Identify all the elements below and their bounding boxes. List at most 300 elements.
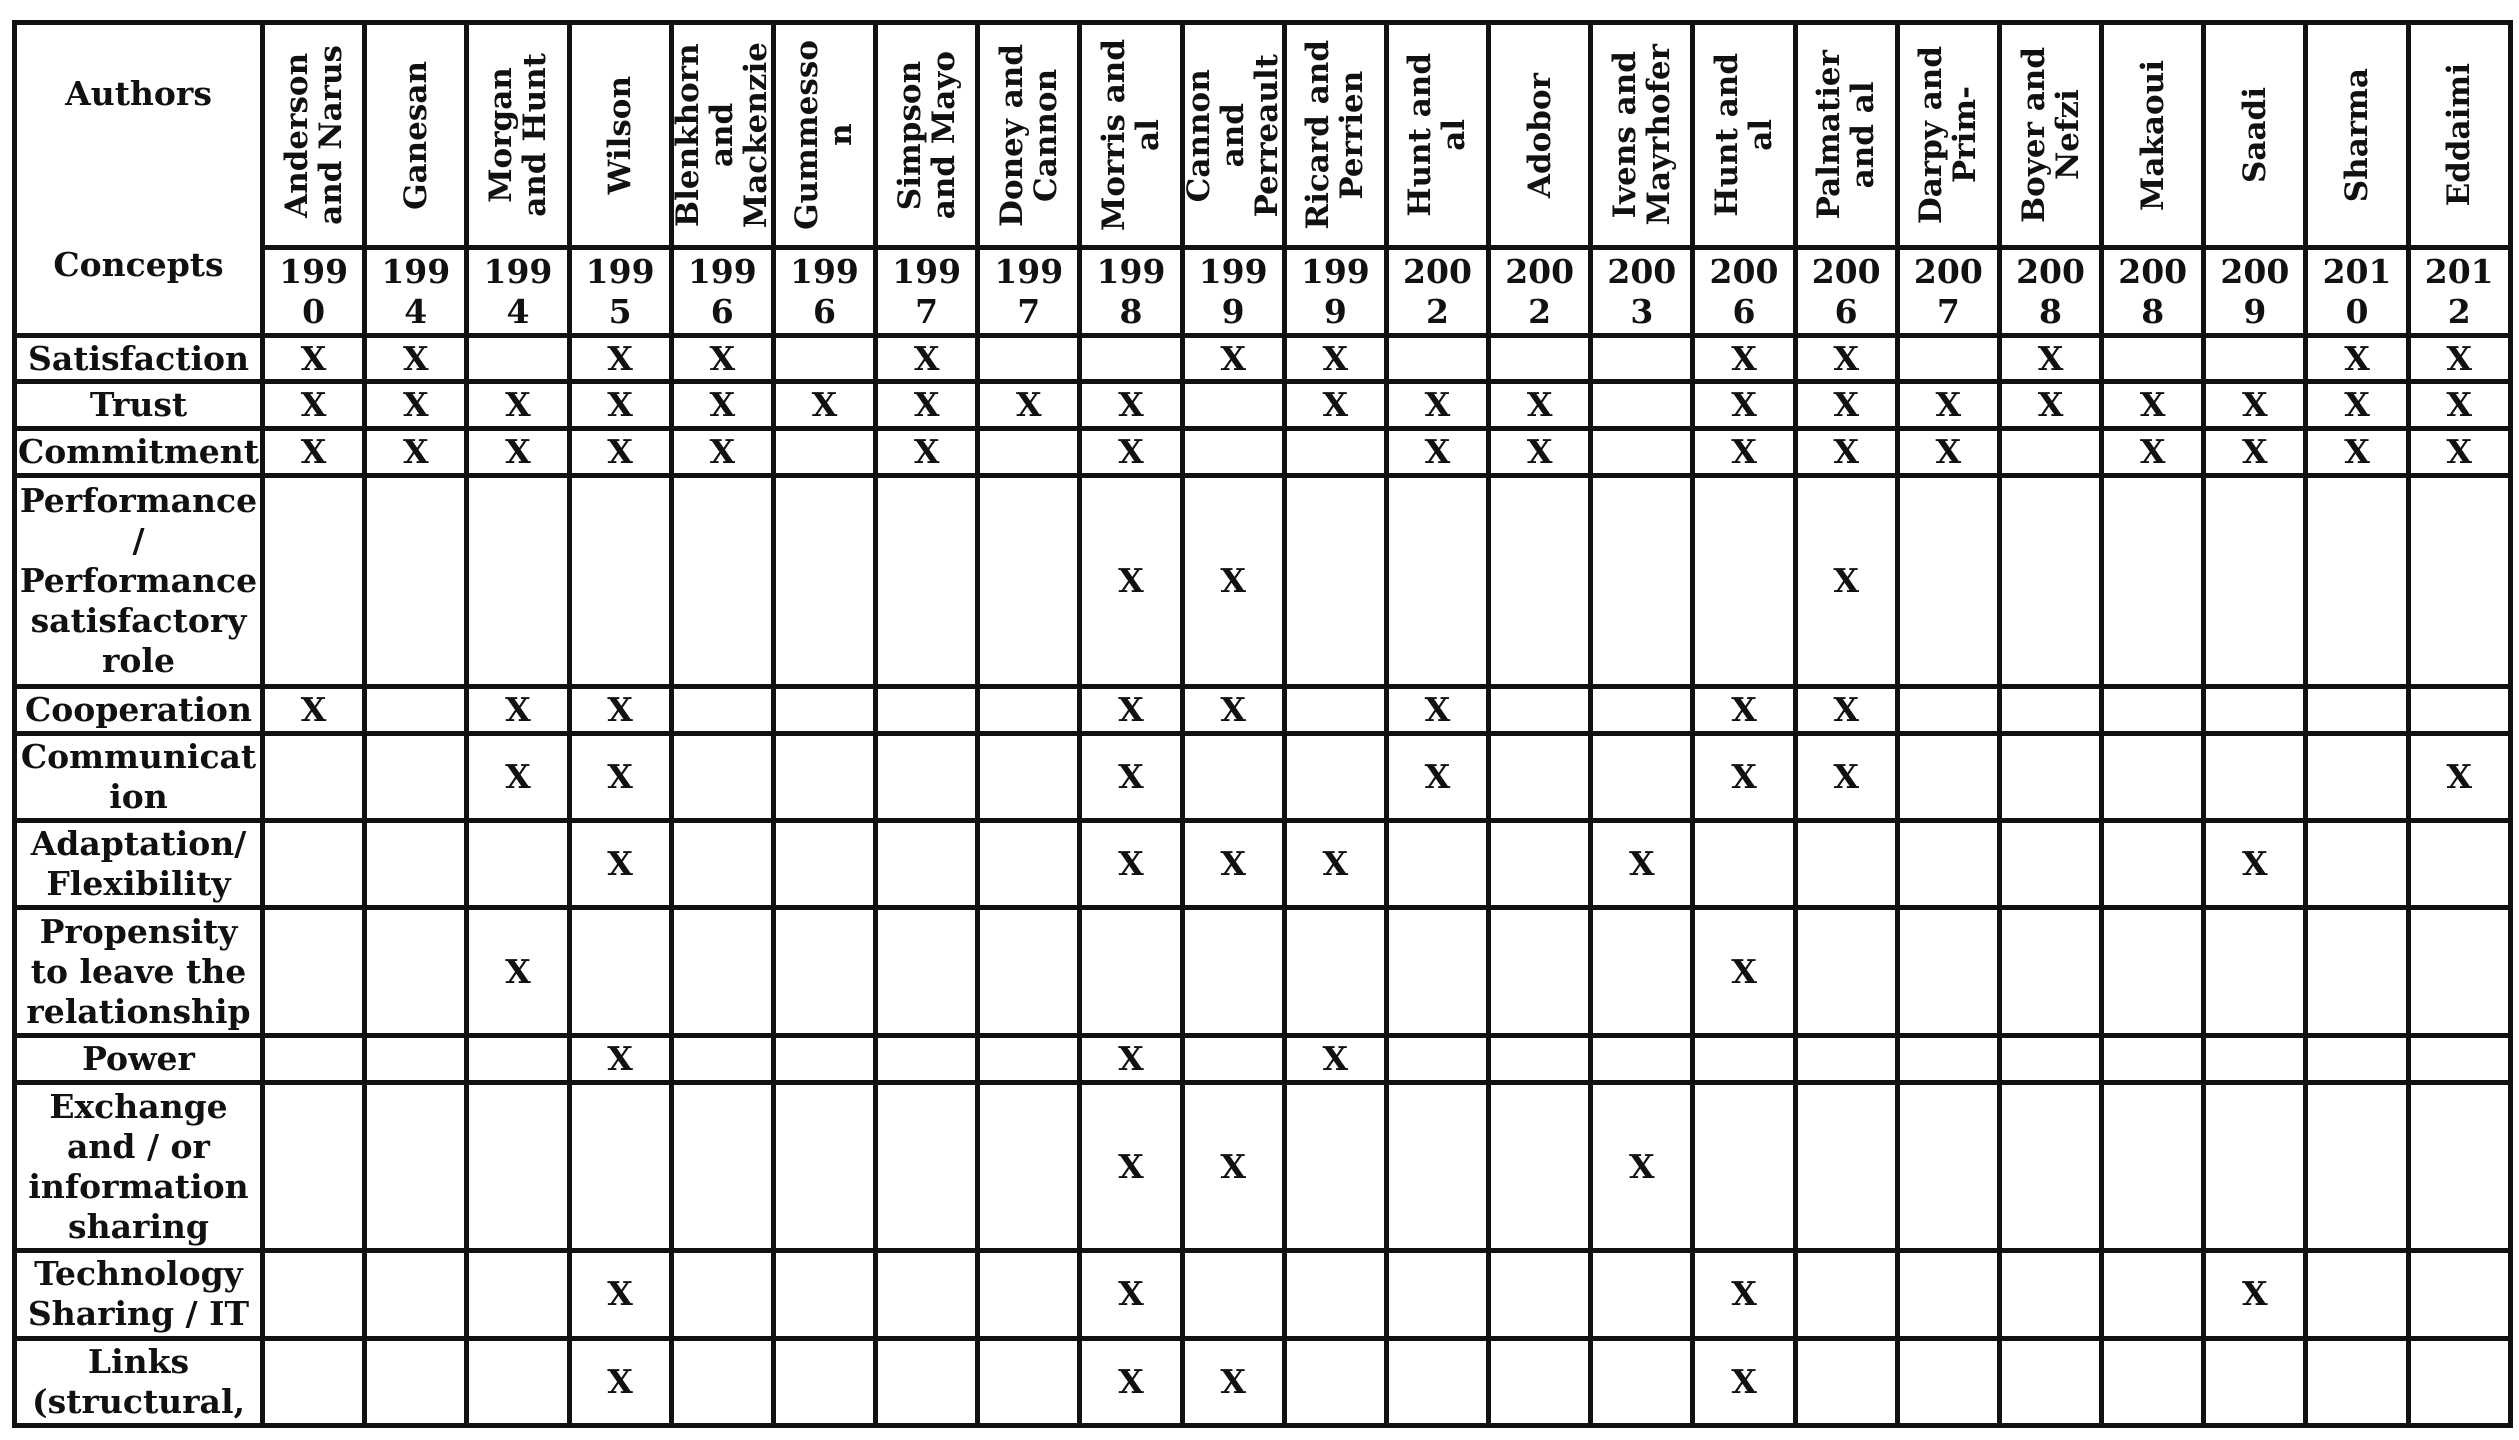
author-header-cell	[1999, 23, 2101, 248]
x-mark-cell: X	[1591, 820, 1693, 907]
empty-cell	[1386, 475, 1488, 686]
empty-cell	[467, 475, 569, 686]
empty-cell	[671, 1251, 773, 1338]
author-header-cell	[365, 23, 467, 248]
x-mark-cell: X	[1693, 382, 1795, 429]
empty-cell	[1693, 820, 1795, 907]
x-mark-cell: X	[569, 686, 671, 733]
empty-cell	[876, 1082, 978, 1251]
empty-cell	[1999, 1082, 2101, 1251]
empty-cell	[1182, 382, 1284, 429]
x-mark-cell: X	[263, 686, 365, 733]
empty-cell	[1284, 1082, 1386, 1251]
empty-cell	[467, 1082, 569, 1251]
year-header-cell: 200 2	[1489, 248, 1591, 335]
empty-cell	[1284, 429, 1386, 476]
concept-label: Technology Sharing / IT	[15, 1251, 263, 1338]
empty-cell	[1897, 335, 1999, 382]
author-header-cell	[467, 23, 569, 248]
x-mark-cell: X	[1080, 429, 1182, 476]
author-name: Makaoui	[2134, 59, 2171, 211]
x-mark-cell: X	[1693, 908, 1795, 1036]
x-mark-cell: X	[1693, 733, 1795, 820]
x-mark-cell: X	[876, 335, 978, 382]
empty-cell	[1386, 1082, 1488, 1251]
author-name: Anderson and Narus	[278, 45, 349, 226]
concept-label: Satisfaction	[15, 335, 263, 382]
x-mark-cell: X	[1080, 733, 1182, 820]
empty-cell	[569, 908, 671, 1036]
x-mark-cell: X	[1080, 1036, 1182, 1083]
x-mark-cell: X	[569, 1036, 671, 1083]
empty-cell	[2306, 1036, 2408, 1083]
x-mark-cell: X	[1693, 1338, 1795, 1425]
empty-cell	[773, 686, 875, 733]
x-mark-cell: X	[1693, 335, 1795, 382]
empty-cell	[1284, 475, 1386, 686]
empty-cell	[1897, 1082, 1999, 1251]
year-header-cell: 199 6	[671, 248, 773, 335]
author-header-cell	[1897, 23, 1999, 248]
empty-cell	[2102, 733, 2204, 820]
empty-cell	[1999, 1251, 2101, 1338]
x-mark-cell: X	[1386, 429, 1488, 476]
empty-cell	[263, 1251, 365, 1338]
empty-cell	[1999, 686, 2101, 733]
empty-cell	[365, 686, 467, 733]
author-name: Ricard and Perrien	[1300, 40, 1371, 230]
author-header-cell	[1795, 23, 1897, 248]
empty-cell	[1386, 820, 1488, 907]
empty-cell	[1080, 335, 1182, 382]
x-mark-cell: X	[1489, 382, 1591, 429]
empty-cell	[2306, 908, 2408, 1036]
x-mark-cell: X	[1284, 382, 1386, 429]
author-header-cell	[569, 23, 671, 248]
author-header-cell	[773, 23, 875, 248]
year-header-cell: 199 4	[365, 248, 467, 335]
empty-cell	[876, 820, 978, 907]
table-row	[15, 1036, 2511, 1083]
empty-cell	[671, 820, 773, 907]
empty-cell	[1386, 1338, 1488, 1425]
x-mark-cell: X	[1795, 733, 1897, 820]
empty-cell	[1897, 733, 1999, 820]
x-mark-cell: X	[467, 429, 569, 476]
x-mark-cell: X	[569, 1338, 671, 1425]
table-row	[15, 1082, 2511, 1251]
empty-cell	[263, 1082, 365, 1251]
year-header-cell: 200 7	[1897, 248, 1999, 335]
author-header-cell	[2102, 23, 2204, 248]
author-name: Morris and al	[1095, 39, 1166, 232]
empty-cell	[1999, 820, 2101, 907]
x-mark-cell: X	[1693, 1251, 1795, 1338]
empty-cell	[1591, 733, 1693, 820]
empty-cell	[1182, 733, 1284, 820]
empty-cell	[2204, 908, 2306, 1036]
author-name: Blenkhorn and Mackenzie	[670, 42, 775, 229]
empty-cell	[2204, 1082, 2306, 1251]
author-name: Adobor	[1521, 72, 1558, 198]
x-mark-cell: X	[1897, 382, 1999, 429]
empty-cell	[2102, 1082, 2204, 1251]
concepts-by-authors-table	[12, 20, 2513, 1428]
author-name: Simpson and Mayo	[891, 51, 962, 220]
author-name: Ivens and Mayrhofer	[1606, 44, 1677, 226]
x-mark-cell: X	[1795, 429, 1897, 476]
x-mark-cell: X	[467, 908, 569, 1036]
year-header-cell: 199 7	[876, 248, 978, 335]
x-mark-cell: X	[2408, 382, 2510, 429]
empty-cell	[773, 820, 875, 907]
author-header-cell	[2306, 23, 2408, 248]
x-mark-cell: X	[569, 382, 671, 429]
x-mark-cell: X	[1182, 475, 1284, 686]
empty-cell	[2102, 1338, 2204, 1425]
table-row	[15, 1338, 2511, 1425]
x-mark-cell: X	[263, 429, 365, 476]
year-header-cell: 199 9	[1284, 248, 1386, 335]
x-mark-cell: X	[1284, 335, 1386, 382]
empty-cell	[671, 1338, 773, 1425]
year-header-cell: 200 9	[2204, 248, 2306, 335]
author-name: Eddaimi	[2441, 63, 2478, 207]
empty-cell	[1489, 475, 1591, 686]
x-mark-cell: X	[1693, 429, 1795, 476]
x-mark-cell: X	[1795, 475, 1897, 686]
empty-cell	[1999, 1338, 2101, 1425]
concept-label: Adaptation/ Flexibility	[15, 820, 263, 907]
x-mark-cell: X	[1182, 1082, 1284, 1251]
empty-cell	[2204, 1338, 2306, 1425]
empty-cell	[876, 908, 978, 1036]
empty-cell	[773, 429, 875, 476]
concept-label: Commitment	[15, 429, 263, 476]
x-mark-cell: X	[1182, 820, 1284, 907]
empty-cell	[1999, 733, 2101, 820]
empty-cell	[1591, 1251, 1693, 1338]
author-name: Hunt and al	[1402, 53, 1473, 218]
empty-cell	[2204, 1036, 2306, 1083]
empty-cell	[365, 1338, 467, 1425]
empty-cell	[1284, 686, 1386, 733]
author-header-cell	[1080, 23, 1182, 248]
empty-cell	[1489, 1251, 1591, 1338]
concept-label: Trust	[15, 382, 263, 429]
empty-cell	[773, 1036, 875, 1083]
empty-cell	[1182, 1036, 1284, 1083]
empty-cell	[2102, 1036, 2204, 1083]
authors-label: Authors	[65, 73, 212, 113]
x-mark-cell: X	[671, 429, 773, 476]
empty-cell	[1489, 820, 1591, 907]
empty-cell	[773, 1251, 875, 1338]
x-mark-cell: X	[2306, 335, 2408, 382]
x-mark-cell: X	[1080, 1251, 1182, 1338]
x-mark-cell: X	[569, 733, 671, 820]
x-mark-cell: X	[1080, 1338, 1182, 1425]
empty-cell	[365, 1036, 467, 1083]
empty-cell	[2102, 1251, 2204, 1338]
empty-cell	[876, 475, 978, 686]
x-mark-cell: X	[1489, 429, 1591, 476]
empty-cell	[773, 335, 875, 382]
table-row	[15, 429, 2511, 476]
empty-cell	[263, 820, 365, 907]
year-header-cell: 200 6	[1693, 248, 1795, 335]
author-header-cell	[978, 23, 1080, 248]
x-mark-cell: X	[1080, 820, 1182, 907]
table-row	[15, 382, 2511, 429]
year-header-cell: 199 6	[773, 248, 875, 335]
empty-cell	[978, 1251, 1080, 1338]
x-mark-cell: X	[467, 733, 569, 820]
empty-cell	[1897, 1251, 1999, 1338]
empty-cell	[1386, 908, 1488, 1036]
empty-cell	[467, 1036, 569, 1083]
year-header-cell: 200 6	[1795, 248, 1897, 335]
x-mark-cell: X	[1795, 335, 1897, 382]
x-mark-cell: X	[2408, 335, 2510, 382]
empty-cell	[1693, 1082, 1795, 1251]
empty-cell	[1489, 686, 1591, 733]
empty-cell	[978, 1036, 1080, 1083]
empty-cell	[1999, 1036, 2101, 1083]
x-mark-cell: X	[1999, 382, 2101, 429]
table-row	[15, 908, 2511, 1036]
empty-cell	[2102, 686, 2204, 733]
empty-cell	[2408, 475, 2510, 686]
empty-cell	[773, 475, 875, 686]
empty-cell	[978, 686, 1080, 733]
empty-cell	[365, 1251, 467, 1338]
year-header-cell: 199 8	[1080, 248, 1182, 335]
empty-cell	[365, 908, 467, 1036]
empty-cell	[876, 1036, 978, 1083]
table-row	[15, 1251, 2511, 1338]
empty-cell	[1591, 908, 1693, 1036]
x-mark-cell: X	[569, 820, 671, 907]
author-header-cell	[671, 23, 773, 248]
empty-cell	[1182, 1251, 1284, 1338]
empty-cell	[1693, 475, 1795, 686]
x-mark-cell: X	[773, 382, 875, 429]
concept-label: Propensity to leave the relationship	[15, 908, 263, 1036]
empty-cell	[2102, 475, 2204, 686]
x-mark-cell: X	[1182, 335, 1284, 382]
x-mark-cell: X	[1386, 686, 1488, 733]
x-mark-cell: X	[467, 686, 569, 733]
empty-cell	[1386, 1251, 1488, 1338]
empty-cell	[1591, 686, 1693, 733]
table-row	[15, 475, 2511, 686]
empty-cell	[1999, 475, 2101, 686]
year-header-cell: 201 0	[2306, 248, 2408, 335]
x-mark-cell: X	[1080, 382, 1182, 429]
empty-cell	[2102, 908, 2204, 1036]
empty-cell	[467, 335, 569, 382]
x-mark-cell: X	[2408, 733, 2510, 820]
x-mark-cell: X	[1284, 820, 1386, 907]
empty-cell	[1897, 1338, 1999, 1425]
x-mark-cell: X	[1897, 429, 1999, 476]
empty-cell	[1386, 335, 1488, 382]
empty-cell	[2306, 820, 2408, 907]
empty-cell	[671, 908, 773, 1036]
table-row	[15, 820, 2511, 907]
empty-cell	[671, 733, 773, 820]
empty-cell	[263, 733, 365, 820]
empty-cell	[1489, 733, 1591, 820]
empty-cell	[467, 1251, 569, 1338]
empty-cell	[978, 475, 1080, 686]
author-name: Palmatier and al	[1811, 50, 1882, 220]
x-mark-cell: X	[876, 382, 978, 429]
empty-cell	[1591, 335, 1693, 382]
x-mark-cell: X	[671, 382, 773, 429]
empty-cell	[2306, 1251, 2408, 1338]
x-mark-cell: X	[2204, 429, 2306, 476]
empty-cell	[365, 733, 467, 820]
empty-cell	[1795, 908, 1897, 1036]
empty-cell	[467, 1338, 569, 1425]
empty-cell	[2102, 335, 2204, 382]
table-row	[15, 733, 2511, 820]
empty-cell	[263, 908, 365, 1036]
x-mark-cell: X	[1795, 382, 1897, 429]
empty-cell	[1795, 1338, 1897, 1425]
x-mark-cell: X	[2306, 429, 2408, 476]
author-header-cell	[263, 23, 365, 248]
table-row	[15, 686, 2511, 733]
empty-cell	[773, 733, 875, 820]
empty-cell	[1489, 1338, 1591, 1425]
x-mark-cell: X	[876, 429, 978, 476]
empty-cell	[1080, 908, 1182, 1036]
empty-cell	[1489, 1036, 1591, 1083]
empty-cell	[1489, 908, 1591, 1036]
empty-cell	[2306, 686, 2408, 733]
empty-cell	[365, 475, 467, 686]
author-name: Boyer and Nefzi	[2015, 47, 2086, 224]
empty-cell	[1897, 820, 1999, 907]
x-mark-cell: X	[365, 382, 467, 429]
empty-cell	[1897, 475, 1999, 686]
x-mark-cell: X	[569, 1251, 671, 1338]
empty-cell	[671, 1082, 773, 1251]
author-header-cell	[1693, 23, 1795, 248]
x-mark-cell: X	[2204, 820, 2306, 907]
empty-cell	[1591, 1036, 1693, 1083]
x-mark-cell: X	[1693, 686, 1795, 733]
empty-cell	[1999, 908, 2101, 1036]
empty-cell	[2408, 908, 2510, 1036]
empty-cell	[978, 908, 1080, 1036]
x-mark-cell: X	[569, 429, 671, 476]
author-name: Ganesan	[397, 60, 434, 210]
author-header-cell	[2408, 23, 2510, 248]
empty-cell	[2102, 820, 2204, 907]
empty-cell	[978, 733, 1080, 820]
empty-cell	[1591, 429, 1693, 476]
x-mark-cell: X	[1795, 686, 1897, 733]
empty-cell	[1897, 908, 1999, 1036]
empty-cell	[671, 475, 773, 686]
author-name: Morgan and Hunt	[482, 53, 553, 218]
empty-cell	[978, 1082, 1080, 1251]
empty-cell	[1795, 1082, 1897, 1251]
year-header-cell: 199 4	[467, 248, 569, 335]
x-mark-cell: X	[1182, 686, 1284, 733]
empty-cell	[876, 686, 978, 733]
table-corner-cell	[15, 23, 263, 336]
author-header-cell	[1386, 23, 1488, 248]
author-name: Hunt and al	[1708, 53, 1779, 218]
year-header-cell: 199 0	[263, 248, 365, 335]
empty-cell	[1795, 1036, 1897, 1083]
concept-label: Communicat ion	[15, 733, 263, 820]
author-header-cell	[1489, 23, 1591, 248]
table-row	[15, 335, 2511, 382]
empty-cell	[1693, 1036, 1795, 1083]
empty-cell	[263, 1338, 365, 1425]
empty-cell	[2204, 733, 2306, 820]
empty-cell	[1795, 820, 1897, 907]
x-mark-cell: X	[1284, 1036, 1386, 1083]
x-mark-cell: X	[2102, 382, 2204, 429]
empty-cell	[671, 686, 773, 733]
empty-cell	[1182, 429, 1284, 476]
empty-cell	[2204, 335, 2306, 382]
author-name: Cannon and Perreault	[1181, 53, 1286, 217]
empty-cell	[1999, 429, 2101, 476]
author-name: Doney and Cannon	[993, 43, 1064, 227]
x-mark-cell: X	[978, 382, 1080, 429]
concept-label: Exchange and / or information sharing	[15, 1082, 263, 1251]
empty-cell	[773, 1082, 875, 1251]
concepts-label: Concepts	[53, 244, 224, 284]
empty-cell	[876, 733, 978, 820]
author-header-cell	[2204, 23, 2306, 248]
empty-cell	[365, 820, 467, 907]
year-header-cell: 200 3	[1591, 248, 1693, 335]
x-mark-cell: X	[263, 382, 365, 429]
x-mark-cell: X	[2204, 382, 2306, 429]
empty-cell	[2408, 1251, 2510, 1338]
x-mark-cell: X	[1080, 1082, 1182, 1251]
x-mark-cell: X	[365, 429, 467, 476]
authors-header-row	[15, 23, 2511, 248]
author-header-cell	[1591, 23, 1693, 248]
x-mark-cell: X	[1999, 335, 2101, 382]
empty-cell	[876, 1251, 978, 1338]
empty-cell	[1284, 733, 1386, 820]
year-header-cell: 200 8	[2102, 248, 2204, 335]
concept-label: Power	[15, 1036, 263, 1083]
x-mark-cell: X	[263, 335, 365, 382]
x-mark-cell: X	[2408, 429, 2510, 476]
empty-cell	[1284, 908, 1386, 1036]
empty-cell	[365, 1082, 467, 1251]
author-header-cell	[1284, 23, 1386, 248]
empty-cell	[773, 908, 875, 1036]
empty-cell	[2306, 1082, 2408, 1251]
author-name: Gummesso n	[789, 40, 860, 231]
year-header-cell: 201 2	[2408, 248, 2510, 335]
empty-cell	[569, 475, 671, 686]
year-header-cell: 199 9	[1182, 248, 1284, 335]
